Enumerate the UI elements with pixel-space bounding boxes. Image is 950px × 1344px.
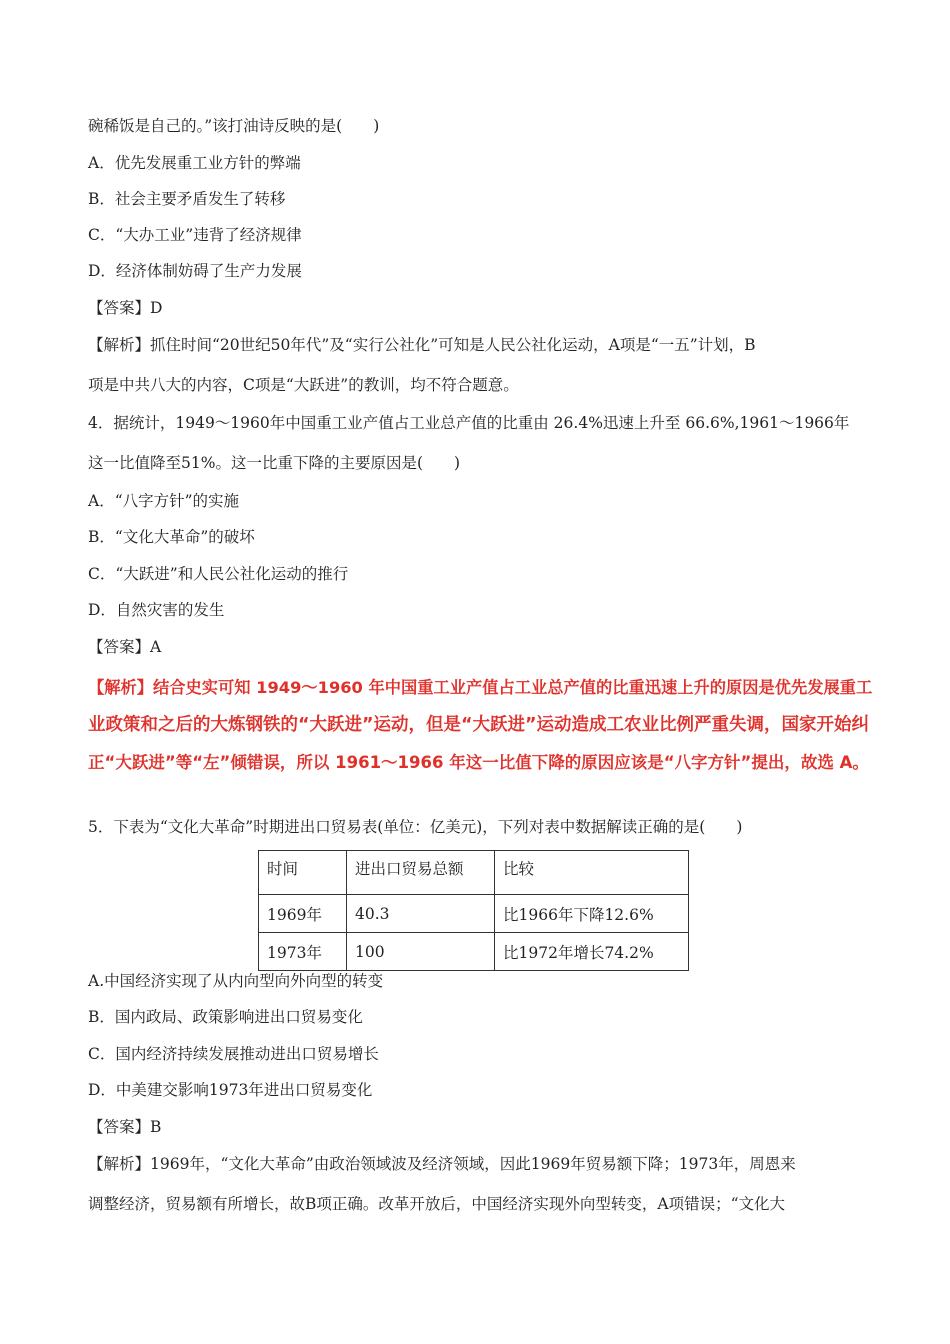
q4-answer: 【答案】A [88, 638, 162, 656]
q5-option-d: D．中美建交影响1973年进出口贸易变化 [88, 1081, 373, 1099]
q5-analysis-line-2: 调整经济，贸易额有所增长，故B项正确。改革开放后，中国经济实现外向型转变，A项错误；“文化大 [88, 1195, 786, 1213]
q3-answer: 【答案】D [88, 299, 163, 317]
q5-analysis-line-1: 【解析】1969年，“文化大革命”由政治领域波及经济领域，因此1969年贸易额下降；1973年，周恩来 [88, 1155, 796, 1173]
q5-option-a: A.中国经济实现了从内向型向外向型的转变 [88, 972, 384, 990]
table-cell: 1969年 [259, 895, 347, 933]
q3-stem-tail: 碗稀饭是自己的。”该打油诗反映的是( ) [88, 117, 380, 135]
table-row [259, 895, 689, 933]
q3-option-c: C．“大办工业”违背了经济规律 [88, 226, 302, 244]
q3-analysis-line-1: 【解析】抓住时间“20世纪50年代”及“实行公社化”可知是人民公社化运动，A项是“一五”计划，B [88, 336, 756, 354]
q5-stem: 5．下表为“文化大革命”时期进出口贸易表(单位：亿美元)，下列对表中数据解读正确的是( ) [88, 818, 743, 836]
table-header-cell: 比较 [495, 851, 689, 895]
table-cell: 100 [347, 933, 495, 971]
q5-answer: 【答案】B [88, 1118, 162, 1136]
table-header-cell: 时间 [259, 851, 347, 895]
q3-option-a: A．优先发展重工业方针的弊端 [88, 154, 301, 172]
q4-analysis-line-1: 【解析】结合史实可知 1949～1960 年中国重工业产值占工业总产值的比重迅速上升的原因是优先发展重工 [88, 678, 873, 697]
table-header-cell: 进出口贸易总额 [347, 851, 495, 895]
table-cell: 1973年 [259, 933, 347, 971]
table-cell: 40.3 [347, 895, 495, 933]
q3-analysis-line-2: 项是中共八大的内容，C项是“大跃进”的教训，均不符合题意。 [88, 376, 519, 394]
q3-option-d: D．经济体制妨碍了生产力发展 [88, 262, 302, 280]
q3-option-b: B．社会主要矛盾发生了转移 [88, 190, 286, 208]
trade-table [258, 850, 689, 971]
q4-stem-line-1: 4．据统计，1949～1960年中国重工业产值占工业总产值的比重由 26.4%迅速上升至 66.6%,1961～1966年 [88, 414, 850, 432]
q5-option-c: C．国内经济持续发展推动进出口贸易增长 [88, 1045, 379, 1063]
table-cell: 比1972年增长74.2% [495, 933, 689, 971]
q4-option-a: A．“八字方针”的实施 [88, 492, 240, 510]
table-header-row [259, 851, 689, 895]
table-cell: 比1966年下降12.6% [495, 895, 689, 933]
q4-option-c: C．“大跃进”和人民公社化运动的推行 [88, 565, 349, 583]
q4-analysis-line-3: 正“大跃进”等“左”倾错误，所以 1961～1966 年这一比值下降的原因应该是“八字方针”提出，故选 A。 [88, 753, 869, 772]
q4-stem-line-2: 这一比值降至51%。这一比重下降的主要原因是( ) [88, 454, 461, 472]
q5-option-b: B．国内政局、政策影响进出口贸易变化 [88, 1008, 363, 1026]
table-row [259, 933, 689, 971]
q4-analysis-line-2: 业政策和之后的大炼钢铁的“大跃进”运动，但是“大跃进”运动造成工农业比例严重失调，国家开始纠 [88, 715, 870, 735]
q4-option-d: D．自然灾害的发生 [88, 601, 225, 619]
q4-option-b: B．“文化大革命”的破坏 [88, 528, 255, 546]
